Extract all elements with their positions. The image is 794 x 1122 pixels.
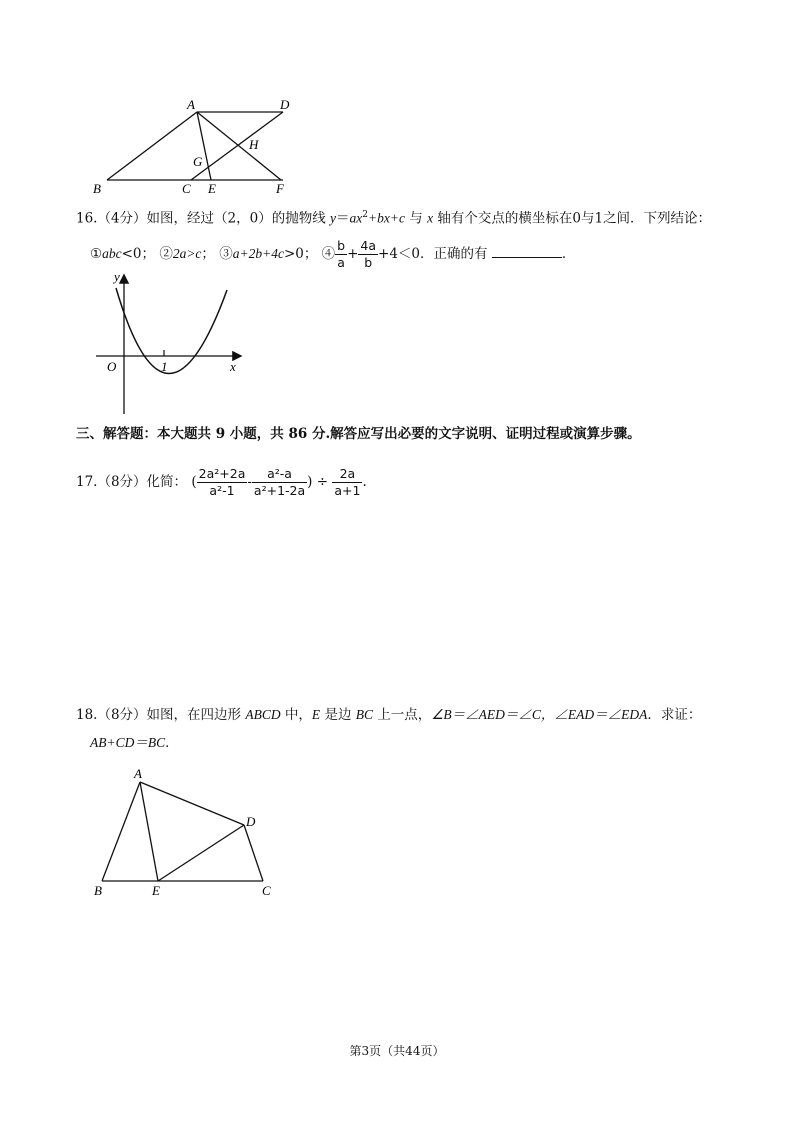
q16-c1: abc: [102, 246, 122, 261]
q18-bc: BC: [355, 707, 374, 722]
q16-frac2-den: b: [364, 255, 373, 270]
q16-c1-num: ①: [90, 246, 103, 262]
label-B: B: [93, 181, 101, 196]
q17-frac1-den: a²-1: [209, 483, 235, 498]
q16-end: ．: [561, 246, 576, 262]
q16-c4-tail: +4＜0: [378, 246, 421, 262]
q16-c1-rel: <0；: [121, 246, 156, 262]
q18-abcd: ABCD: [245, 707, 281, 722]
q16-frac1-num: b: [337, 238, 346, 253]
q16-c3: a+2b+4c: [232, 246, 284, 261]
q17-prefix: 17.（8分）化简：: [76, 474, 188, 490]
label-D-quad: D: [246, 814, 256, 829]
q16-frac2-num: 4a: [360, 238, 377, 253]
q17-frac3-num: 2a: [332, 466, 362, 483]
q16-eq-ax: ax: [349, 210, 363, 226]
q17-frac3: [332, 466, 362, 499]
q17-lparen: (: [191, 474, 197, 490]
label-A-quad: A: [134, 766, 142, 781]
q16-frac-4a-over-b: [358, 238, 378, 271]
q16-c2-end: ；: [201, 246, 215, 262]
q16-c4-num: ④: [321, 246, 336, 262]
label-C: C: [182, 181, 191, 196]
graph-tick-1-label: 1: [161, 359, 168, 374]
q18-line1-c: 上一点，: [373, 707, 432, 723]
q16-x: x: [427, 210, 434, 226]
q16-eq-sup: 2: [362, 210, 369, 220]
quadrilateral-figure: [86, 764, 286, 904]
q18-condition: ∠B＝∠AED＝∠C，∠EAD＝∠EDA: [431, 707, 648, 722]
geometry-figure-top: [85, 92, 305, 198]
q16-c4-plus: +: [347, 246, 359, 262]
question-16-line2: [90, 236, 575, 272]
q17-frac2-num: a²-a: [252, 466, 307, 483]
graph-y-label: y: [114, 269, 120, 284]
q18-claim: AB+CD＝BC: [90, 735, 166, 750]
section-3-heading: 三、解答题：本大题共 9 小题，共 86 分.解答应写出必要的文字说明、证明过程或演算步骤。: [76, 426, 641, 442]
q17-frac3-den: a+1: [334, 483, 361, 498]
q16-c3-num: ③: [219, 246, 233, 262]
q17-frac1-num: 2a²+2a: [198, 466, 246, 481]
q17-div: ÷: [316, 474, 329, 490]
q17-minus: -: [247, 474, 252, 490]
q18-line1-b: 是边: [320, 707, 356, 723]
q18-prefix: 18.（8分）如图，在四边形: [76, 707, 246, 723]
q18-line1-d: ．求证：: [647, 707, 702, 723]
q17-rparen: ): [307, 474, 313, 490]
label-E-quad: E: [152, 883, 160, 898]
q16-mid: 与: [404, 210, 428, 227]
label-E: E: [208, 181, 216, 196]
q16-frac-b-over-a: [335, 238, 347, 271]
label-B-quad: B: [94, 883, 102, 898]
q16-eq-eq: ＝: [336, 210, 350, 227]
q16-prefix: 16.（4分）如图，经过（2，0）的抛物线: [76, 210, 331, 227]
graph-origin-label: O: [107, 359, 117, 374]
label-A: A: [187, 97, 195, 112]
q16-c2-num: ②: [159, 246, 173, 262]
q16-suffix: 轴有个交点的横坐标在0与1之间．下列结论：: [433, 210, 712, 227]
page-footer: 第3页（共44页）: [349, 1044, 445, 1058]
label-G: G: [193, 154, 203, 169]
graph-x-label: x: [230, 359, 236, 374]
q16-ask: ．正确的有: [420, 246, 488, 262]
parabola-graph: [90, 268, 250, 418]
label-H: H: [249, 137, 259, 152]
q17-frac1: [197, 466, 248, 499]
question-17: [76, 462, 367, 502]
label-F: F: [276, 181, 284, 196]
question-18-line1: [76, 706, 701, 724]
q17-frac2: [252, 466, 307, 499]
q16-c2: 2a>c: [172, 246, 202, 261]
q16-eq-y: y: [330, 210, 337, 226]
question-18-line2: [90, 734, 179, 752]
q17-frac2-den: a²+1-2a: [253, 483, 306, 498]
q16-eq-rest: +bx+c: [368, 210, 405, 226]
q18-line2-end: ．: [165, 735, 179, 751]
q18-e: E: [311, 707, 321, 722]
label-C-quad: C: [262, 883, 271, 898]
answer-blank-16[interactable]: [492, 245, 562, 258]
question-16-line1: [76, 206, 711, 228]
q16-frac1-den: a: [337, 255, 345, 270]
q17-end: .: [362, 474, 367, 490]
label-D: D: [280, 97, 290, 112]
q18-line1-a: 中，: [280, 707, 312, 723]
q16-c3-rel: >0；: [283, 246, 318, 262]
